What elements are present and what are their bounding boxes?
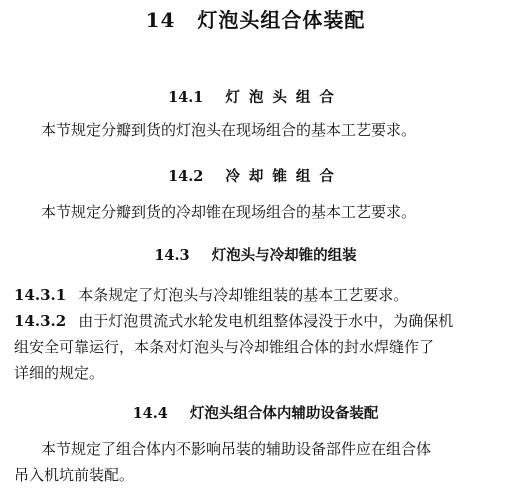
chapter-number: 14	[145, 8, 176, 32]
section-title: 灯泡头与冷却锥的组装	[211, 247, 357, 264]
clause-text: 本条规定了灯泡头与冷却锥组装的基本工艺要求。	[78, 286, 409, 304]
clause-14-3-2-line-2: 组安全可靠运行，本条对灯泡头与冷却锥组合体的封水焊缝作了	[14, 338, 435, 356]
section-body-14-4-line-1: 本节规定了组合体内不影响吊装的辅助设备部件应在组合体	[41, 440, 432, 458]
section-number: 14.3	[154, 247, 190, 264]
section-title: 灯泡头组合体内辅助设备装配	[189, 405, 379, 422]
section-heading-14-1	[0, 86, 511, 107]
section-number: 14.1	[168, 89, 204, 106]
section-number: 14.4	[132, 405, 168, 422]
clause-14-3-2	[14, 308, 497, 334]
clause-number: 14.3.1	[14, 286, 67, 304]
section-number: 14.2	[168, 168, 204, 185]
section-heading-14-4	[0, 402, 511, 423]
chapter-title	[0, 4, 511, 33]
section-body-14-2: 本节规定分瓣到货的冷却锥在现场组合的基本工艺要求。	[41, 203, 417, 221]
section-body-14-1: 本节规定分瓣到货的灯泡头在现场组合的基本工艺要求。	[41, 121, 417, 139]
clause-14-3-2-line-3: 详细的规定。	[14, 364, 105, 382]
section-heading-14-3	[0, 244, 511, 265]
clause-14-3-1	[14, 282, 497, 308]
section-title: 冷却锥组合	[225, 168, 343, 185]
section-heading-14-2	[0, 165, 511, 186]
section-title: 灯泡头组合	[225, 89, 343, 106]
clause-number: 14.3.2	[14, 312, 67, 330]
clause-text-line: 由于灯泡贯流式水轮发电机组整体浸没于水中，为确保机	[78, 312, 454, 330]
chapter-title-text: 灯泡头组合体装配	[197, 8, 366, 32]
section-body-14-4-line-2: 吊入机坑前装配。	[14, 466, 135, 484]
